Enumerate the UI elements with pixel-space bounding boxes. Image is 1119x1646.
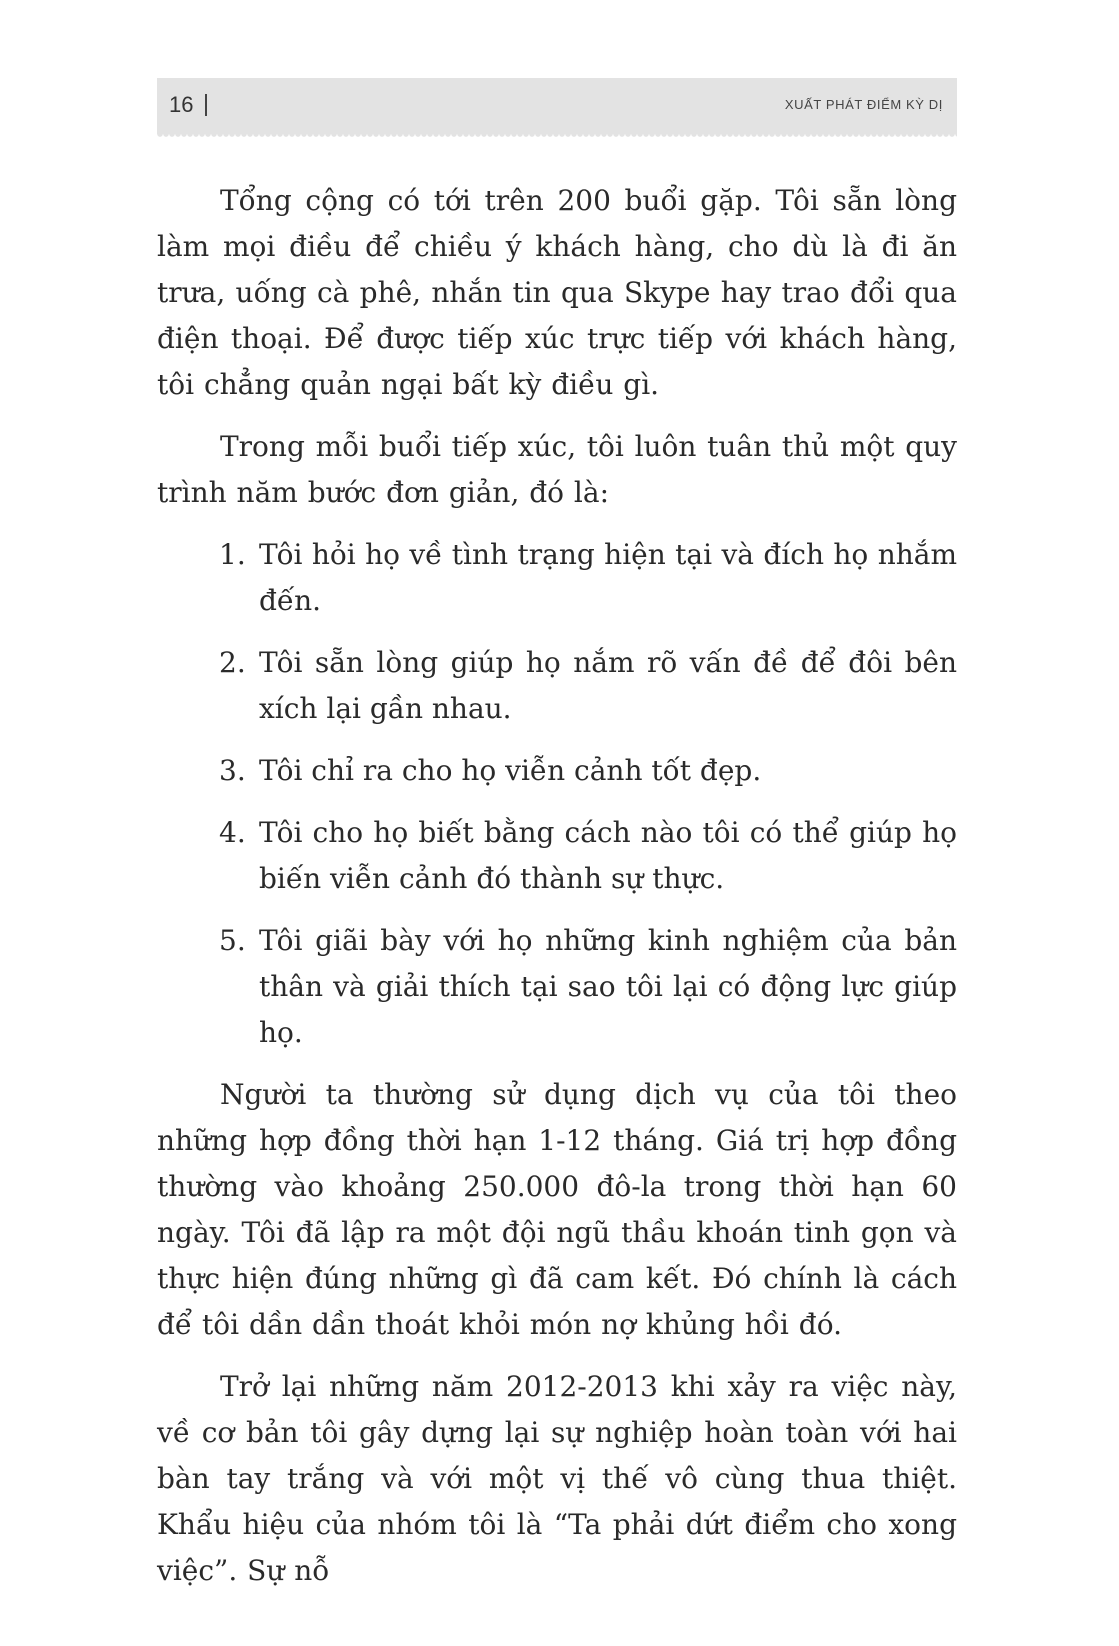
list-item-text: Tôi cho họ biết bằng cách nào tôi có thể giúp họ biến viễn cảnh đó thành sự thực. <box>259 816 957 895</box>
list-item-text: Tôi sẵn lòng giúp họ nắm rõ vấn đề để đôi bên xích lại gần nhau. <box>259 646 957 725</box>
list-item <box>157 918 957 1056</box>
paragraph-3: Người ta thường sử dụng dịch vụ của tôi theo những hợp đồng thời hạn 1-12 tháng. Giá trị hợp đồng thường vào khoảng 250.000 đô-la trong thời hạn 60 ngày. Tôi đã lập ra một đội ngũ thầu khoán tinh gọn và thực hiện đúng những gì đã cam kết. Đó chính là cách để tôi dần dần thoát khỏi món nợ khủng hồi đó. <box>157 1078 957 1341</box>
page-body <box>157 178 957 1610</box>
list-item-number: 4. <box>219 816 246 849</box>
list-item <box>157 748 957 794</box>
list-item-number: 3. <box>219 754 246 787</box>
steps-list <box>157 532 957 1056</box>
page-header <box>157 78 957 134</box>
list-item <box>157 532 957 624</box>
page-number: 16 <box>169 92 194 117</box>
list-item-text: Tôi hỏi họ về tình trạng hiện tại và đích họ nhắm đến. <box>259 538 957 617</box>
page-number-divider <box>205 94 207 116</box>
list-item <box>157 810 957 902</box>
list-item-number: 1. <box>219 538 246 571</box>
paragraph-2: Trong mỗi buổi tiếp xúc, tôi luôn tuân thủ một quy trình năm bước đơn giản, đó là: <box>157 430 957 509</box>
running-title: XUẤT PHÁT ĐIỂM KỲ DỊ <box>784 97 943 112</box>
paragraph-4: Trở lại những năm 2012-2013 khi xảy ra việc này, về cơ bản tôi gây dựng lại sự nghiệp hoàn toàn với hai bàn tay trắng và với một vị thế vô cùng thua thiệt. Khẩu hiệu của nhóm tôi là “Ta phải dứt điểm cho xong việc”. Sự nỗ <box>157 1370 957 1587</box>
paragraph-1: Tổng cộng có tới trên 200 buổi gặp. Tôi sẵn lòng làm mọi điều để chiều ý khách hàng, cho dù là đi ăn trưa, uống cà phê, nhắn tin qua Skype hay trao đổi qua điện thoại. Để được tiếp xúc trực tiếp với khách hàng, tôi chẳng quản ngại bất kỳ điều gì. <box>157 184 957 401</box>
list-item-text: Tôi chỉ ra cho họ viễn cảnh tốt đẹp. <box>259 754 762 787</box>
list-item-number: 2. <box>219 646 246 679</box>
list-item <box>157 640 957 732</box>
list-item-text: Tôi giãi bày với họ những kinh nghiệm của bản thân và giải thích tại sao tôi lại có động lực giúp họ. <box>259 924 957 1049</box>
list-item-number: 5. <box>219 924 246 957</box>
